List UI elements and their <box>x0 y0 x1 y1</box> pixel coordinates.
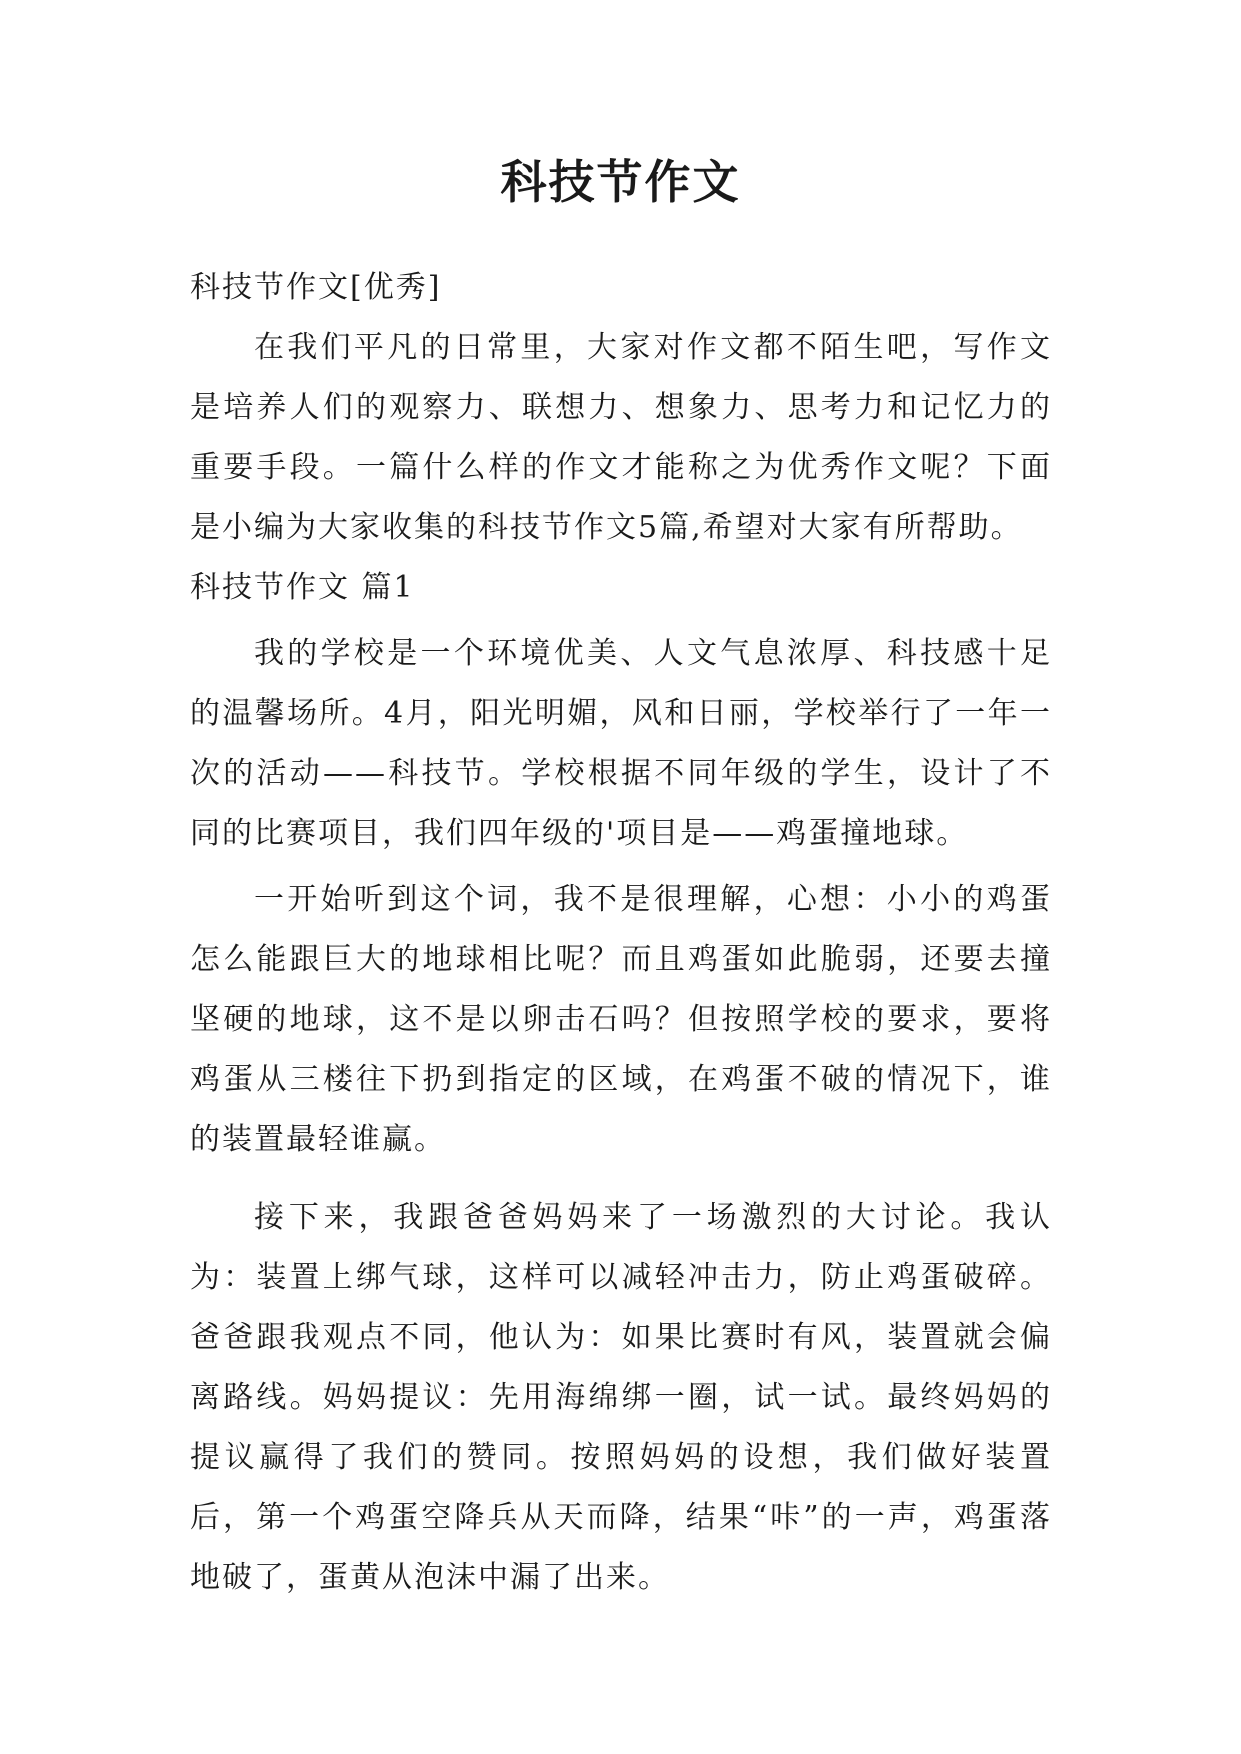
intro-paragraph: 在我们平凡的日常里，大家对作文都不陌生吧，写作文是培养人们的观察力、联想力、想象力、思考力和记忆力的重要手段。一篇什么样的作文才能称之为优秀作文呢？下面是小编为大家收集的科技节作文5篇,希望对大家有所帮助。 <box>190 330 1052 545</box>
document-title: 科技节作文 <box>500 155 741 209</box>
body-paragraph-1: 我的学校是一个环境优美、人文气息浓厚、科技感十足的温馨场所。4月，阳光明媚，风和日丽，学校举行了一年一次的活动——科技节。学校根据不同年级的学生，设计了不同的比赛项目，我们四年级的'项目是——鸡蛋撞地球。 <box>190 636 1052 851</box>
document-subtitle: 科技节作文[优秀] <box>190 270 442 305</box>
body-paragraph-3: 接下来，我跟爸爸妈妈来了一场激烈的大讨论。我认为：装置上绑气球，这样可以减轻冲击力，防止鸡蛋破碎。爸爸跟我观点不同，他认为：如果比赛时有风，装置就会偏离路线。妈妈提议：先用海绵绑一圈，试一试。最终妈妈的提议赢得了我们的赞同。按照妈妈的设想，我们做好装置后，第一个鸡蛋空降兵从天而降，结果“咔”的一声，鸡蛋落地破了，蛋黄从泡沫中漏了出来。 <box>190 1200 1052 1595</box>
body-paragraph-2: 一开始听到这个词，我不是很理解，心想：小小的鸡蛋怎么能跟巨大的地球相比呢？而且鸡蛋如此脆弱，还要去撞坚硬的地球，这不是以卵击石吗？但按照学校的要求，要将鸡蛋从三楼往下扔到指定的区域，在鸡蛋不破的情况下，谁的装置最轻谁赢。 <box>190 882 1052 1157</box>
document-body <box>190 258 1052 1608</box>
section-heading: 科技节作文 篇1 <box>190 570 415 605</box>
